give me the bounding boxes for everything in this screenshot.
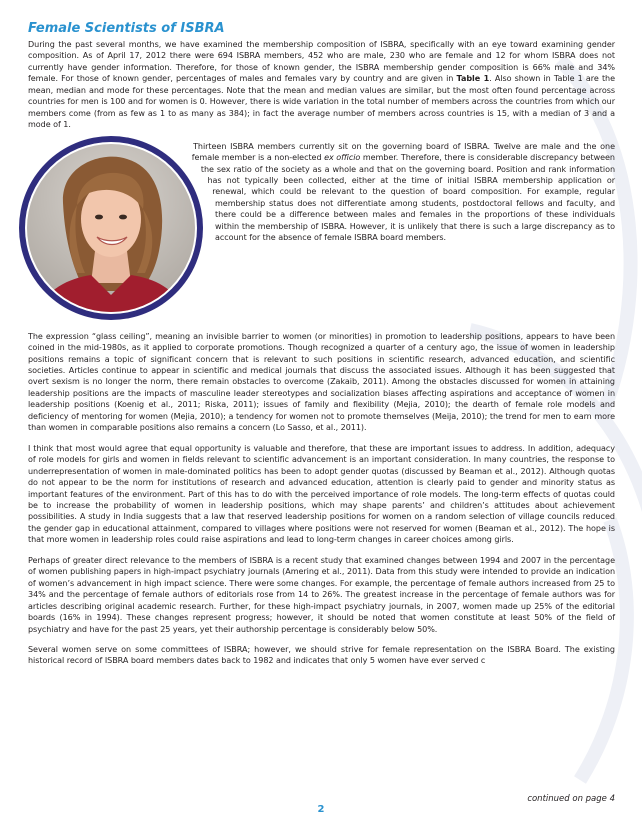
page-number: 2: [317, 804, 325, 815]
continued-note: continued on page 4: [527, 794, 615, 804]
paragraph-psychiatry-journals: Perhaps of greater direct relevance to the members of ISBRA is a recent study that examined changes between 1994 and 2007 in the percentage of women publishing papers in high-impact psychiatry journals (Amering et al., 2011). Data from this study were intended to provide an indication of women’s advancement in high impact science. There were some changes. For example, the percentage of female authors increased from 25 to 34% and the percentage of female authors of editorials rose from 14 to 26%. The greatest increase in the percentage of female authors was for articles describing original academic research. Further, for these high-impact psychiatry journals, in 2007, women made up 25% of the editorial boards (16% in 1994). These changes represent progress; however, it should be noted that women constitute at least 50% of the field of psychiatry and have for the past 25 years, yet their authorship percentage is considerably below 50%.: [28, 555, 615, 634]
portrait-image: [15, 133, 207, 323]
paragraph-isbra-committees: Several women serve on some committees of ISBRA; however, we should strive for female representation on the ISBRA Board. The existing historical record of ISBRA board members dates back to 1982 and indicates that only 5 women have ever served c: [28, 644, 615, 666]
paragraph-membership: During the past several months, we have examined the membership composition of ISBRA, specifically with an eye toward examining gender composition. As of April 17, 2012 there were 694 ISBRA members, 452 who are male, 230 who are female and 12 for whom ISBRA does not currently have gender information. Therefore, for those of known gender, the ISBRA membership gender composition is 66% male and 34% female. For those of known gender, percentages of males and females vary by country and are given in Table 1. Also shown in Table 1 are the mean, median and mode for these percentages. Note that the mean and median values are similar, but the most often found percentage across countries for men is 100 and for women is 0. However, there is wide variation in the total number of members across the countries from which our members come (from as few as 1 to as many as 384); in fact the average number of members across countries is 15, with a median of 3 and a mode of 1.: [28, 40, 616, 130]
author-portrait: [15, 133, 207, 323]
article-body: [28, 327, 615, 667]
table-reference: Table 1: [456, 74, 490, 84]
article-title: Female Scientists of ISBRA: [28, 21, 225, 36]
ex-officio-term: ex officio: [324, 153, 361, 163]
paragraph-glass-ceiling: The expression “glass ceiling”, meaning an invisible barrier to women (or minorities) in promotion to leadership positions, appears to have been coined in the mid-1980s, as it applied to corporate promotions. Though recognized a quarter of a century ago, the issue of women in leadership positions remains a topic of significant concern that is relevant to such positions in scientific research, advanced education, and scientific societies. Articles continue to appear in scientific and medical journals that discuss the associated issues. Although it has been suggested that overt sexism is no longer the norm, there remain obstacles to overcome (Zakaib, 2011). Among the obstacles discussed for women in attaining leadership positions are the impacts of masculine leader stereotypes and socialization biases affecting aspirations and acceptance of women in leadership positions (Koenig et al., 2011; Riska, 2011); issues of family and flexibility (Mejia, 2010); the dearth of female role models and deficiency of mentoring for women (Mejia, 2010); a tendency for women not to promote themselves (Meija, 2010); the trend for men to earn more than women in comparable positions also remains a concern (Lo Sasso, et al., 2011).: [28, 331, 615, 433]
paragraph-governing-board: Thirteen ISBRA members currently sit on the governing board of ISBRA. Twelve are male and the one female member is a non-elected ex officio member. Therefore, there is considerable discrepancy between the sex ratio of the society as a whole and that on the governing board. Position and rank information has not typically been collected, either at the time of initial ISBRA membership application or renewal, which could be relevant to the question of board composition. For example, regular membership status does not differentiate among students, postdoctoral fellows and faculty, and there could be a difference between males and females in the proportions of these individuals within the membership of ISBRA. However, it is unlikely that there is such a large discrepancy as to account for the absence of female ISBRA board members.: [191, 141, 615, 243]
article: [28, 22, 615, 676]
paragraph-role-models: I think that most would agree that equal opportunity is valuable and therefore, that these are important issues to address. In addition, adequacy of role models for girls and women in fields relevant to scientific advancement is an important consideration. In many countries, the response to underrepresentation of women in male-dominated politics has been to adopt gender quotas (discussed by Beaman et al., 2012). Although quotas do not appear to be the norm for institutions of research and advanced education, attention is clearly paid to gender and minority status as important features of the environment. Part of this has to do with the perceived importance of role models. The long-term effects of quotas could be to increase the probability of women in leadership positions, which may shape parents’ and children’s attitudes about achievement possibilities. A study in India suggests that a law that reserved leadership positions for women on a random selection of village councils reduced the gender gap in educational attainment, compared to villages where positions were not reserved for women (Beaman et al., 2012). The hope is that more women in leadership roles could raise aspirations and lead to long-term changes in career choices among girls.: [28, 443, 615, 545]
